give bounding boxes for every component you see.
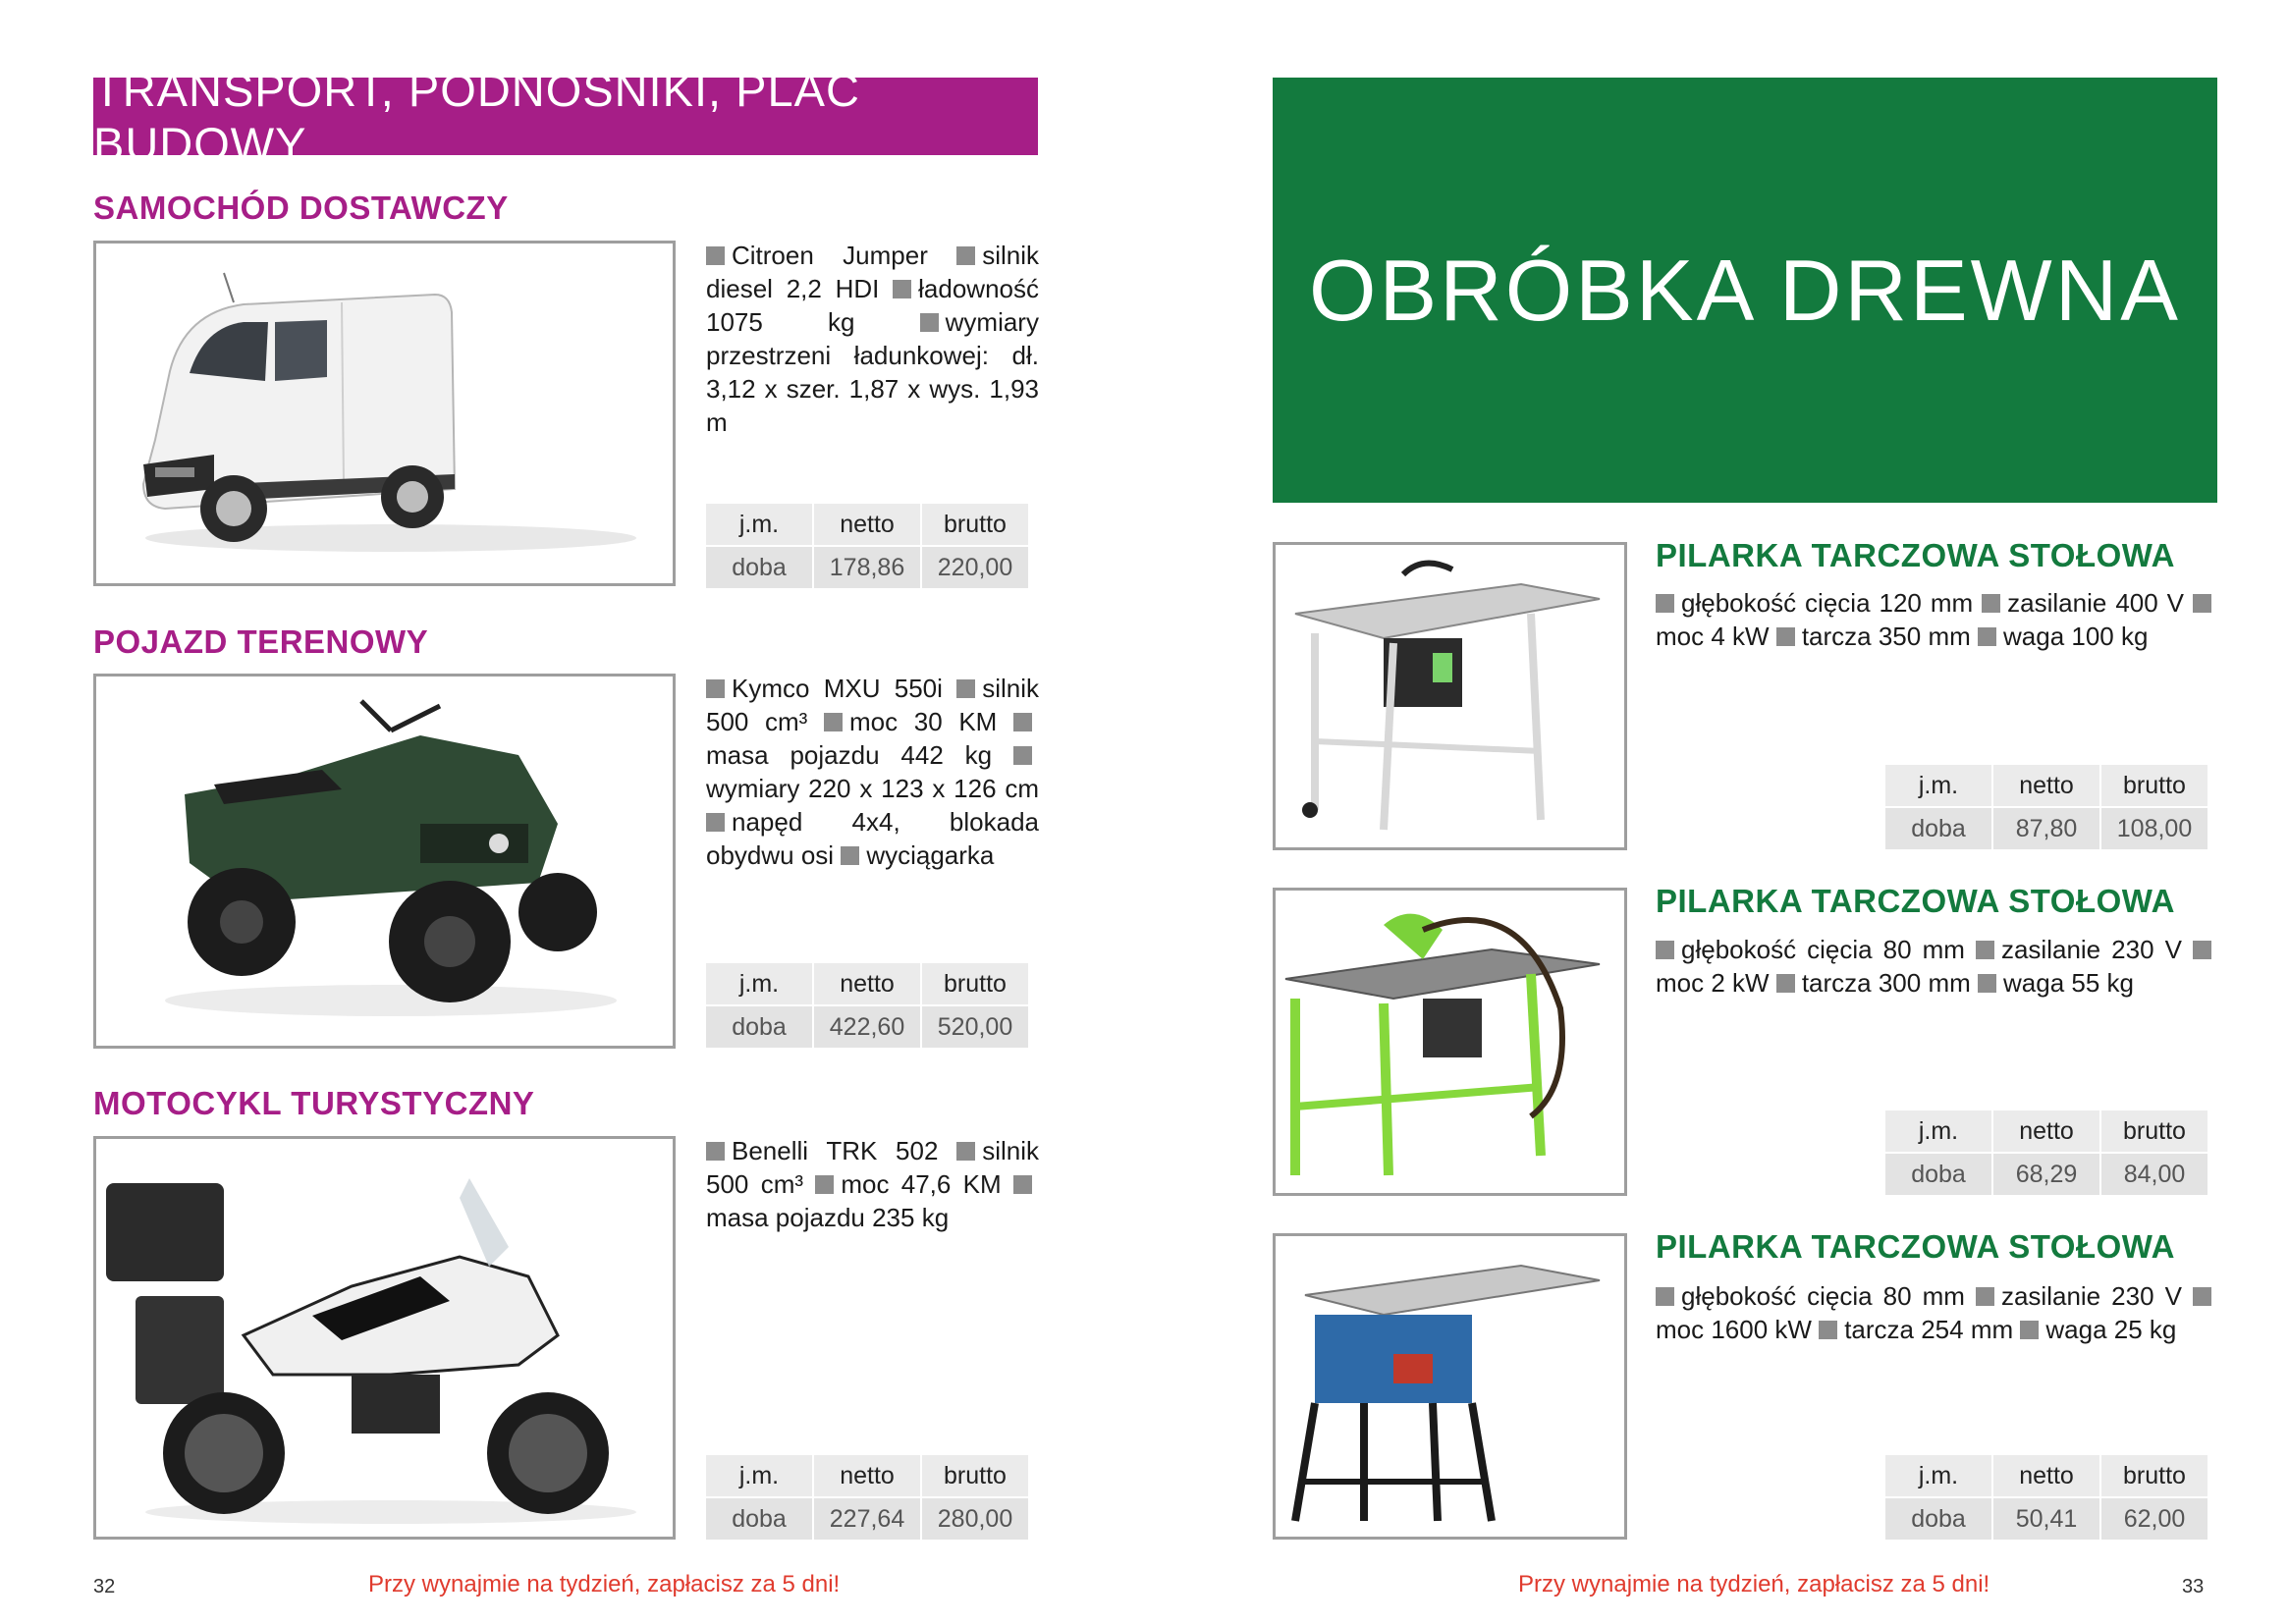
- bullet-square-icon: [2193, 1287, 2211, 1306]
- footer-note-left: Przy wynajmie na tydzień, zapłacisz za 5 dni!: [368, 1571, 841, 1597]
- bullet-square-icon: [956, 1142, 975, 1161]
- spec-item: głębokość cięcia 80 mm: [1681, 1281, 1965, 1311]
- col-brutto-header: brutto: [921, 963, 1028, 1005]
- footer-note-right: Przy wynajmie na tydzień, zapłacisz za 5 dni!: [1518, 1571, 1990, 1597]
- spec-item: tarcza 300 mm: [1801, 968, 1971, 998]
- van-photo: [93, 241, 676, 586]
- bullet-square-icon: [706, 1142, 725, 1161]
- product-title-saw-1: PILARKA TARCZOWA STOŁOWA: [1656, 537, 2175, 573]
- table-saw-2-image: [1276, 891, 1624, 1193]
- price-table-motorcycle: [706, 1455, 1028, 1540]
- price-netto: 422,60: [813, 1005, 921, 1048]
- bullet-square-icon: [1976, 941, 1994, 959]
- spec-item: moc 30 KM: [849, 707, 998, 736]
- table-saw-1-image: [1276, 545, 1624, 847]
- bullet-square-icon: [1976, 1287, 1994, 1306]
- product-title-motorcycle: MOTOCYKL TURYSTYCZNY: [93, 1085, 535, 1121]
- bullet-square-icon: [841, 846, 859, 865]
- col-brutto-header: brutto: [2100, 1110, 2207, 1153]
- bullet-square-icon: [706, 813, 725, 832]
- motorcycle-photo: [93, 1136, 676, 1540]
- table-saw-1-photo: [1273, 542, 1627, 850]
- spec-item: masa pojazdu 442 kg: [706, 740, 993, 770]
- saw-2-description: [1656, 933, 2218, 1000]
- motorcycle-image: [96, 1139, 673, 1537]
- col-brutto-header: brutto: [2100, 765, 2207, 807]
- col-netto-header: netto: [1992, 1110, 2100, 1153]
- col-netto-header: netto: [1992, 1455, 2100, 1497]
- col-unit-header: j.m.: [1885, 765, 1992, 807]
- table-saw-3-photo: [1273, 1233, 1627, 1540]
- price-netto: 178,86: [813, 546, 921, 588]
- bullet-square-icon: [1013, 746, 1032, 765]
- spec-item: Benelli TRK 502: [732, 1136, 939, 1165]
- atv-photo: [93, 674, 676, 1049]
- col-unit-header: j.m.: [1885, 1110, 1992, 1153]
- price-brutto: 62,00: [2100, 1497, 2207, 1540]
- col-unit-header: j.m.: [1885, 1455, 1992, 1497]
- bullet-square-icon: [1656, 594, 1674, 613]
- price-netto: 68,29: [1992, 1153, 2100, 1195]
- spec-item: zasilanie 400 V: [2007, 588, 2185, 618]
- bullet-square-icon: [893, 280, 911, 298]
- section-banner-transport: TRANSPORT, PODNOŚNIKI, PLAC BUDOWY: [93, 78, 1038, 155]
- motorcycle-description: [706, 1134, 1039, 1234]
- spec-item: Citroen Jumper: [732, 241, 928, 270]
- col-brutto-header: brutto: [921, 504, 1028, 546]
- van-image: [96, 244, 673, 583]
- price-table-saw-1: [1885, 765, 2207, 849]
- price-brutto: 84,00: [2100, 1153, 2207, 1195]
- atv-image: [96, 677, 673, 1046]
- spec-item: głębokość cięcia 80 mm: [1681, 935, 1965, 964]
- spec-item: silnik 500 cm³: [706, 674, 1039, 736]
- spec-item: masa pojazdu 235 kg: [706, 1203, 950, 1232]
- saw-3-description: [1656, 1279, 2218, 1346]
- price-unit: doba: [1885, 1497, 1992, 1540]
- bullet-square-icon: [1013, 713, 1032, 731]
- section-banner-woodworking: OBRÓBKA DREWNA: [1273, 78, 2217, 503]
- spec-item: tarcza 350 mm: [1801, 622, 1971, 651]
- spec-item: moc 4 kW: [1656, 622, 1770, 651]
- bullet-square-icon: [1978, 627, 1996, 646]
- spec-item: silnik diesel 2,2 HDI: [706, 241, 1039, 303]
- spec-item: moc 47,6 KM: [841, 1169, 1002, 1199]
- col-unit-header: j.m.: [706, 1455, 813, 1497]
- bullet-square-icon: [920, 313, 939, 332]
- price-brutto: 220,00: [921, 546, 1028, 588]
- spec-item: ładowność 1075 kg: [706, 274, 1039, 337]
- col-unit-header: j.m.: [706, 963, 813, 1005]
- price-brutto: 280,00: [921, 1497, 1028, 1540]
- price-unit: doba: [706, 1005, 813, 1048]
- atv-description: [706, 672, 1039, 872]
- saw-1-description: [1656, 586, 2218, 653]
- bullet-square-icon: [2193, 594, 2211, 613]
- spec-item: wyciągarka: [866, 840, 995, 870]
- col-brutto-header: brutto: [921, 1455, 1028, 1497]
- col-brutto-header: brutto: [2100, 1455, 2207, 1497]
- spec-item: waga 25 kg: [2045, 1315, 2177, 1344]
- bullet-square-icon: [2193, 941, 2211, 959]
- bullet-square-icon: [1982, 594, 2000, 613]
- col-netto-header: netto: [1992, 765, 2100, 807]
- bullet-square-icon: [1013, 1175, 1032, 1194]
- bullet-square-icon: [824, 713, 843, 731]
- bullet-square-icon: [1656, 1287, 1674, 1306]
- price-table-van: [706, 504, 1028, 588]
- table-saw-3-image: [1276, 1236, 1624, 1537]
- product-title-van: SAMOCHÓD DOSTAWCZY: [93, 189, 509, 226]
- col-netto-header: netto: [813, 1455, 921, 1497]
- table-saw-2-photo: [1273, 888, 1627, 1196]
- col-netto-header: netto: [813, 504, 921, 546]
- spec-item: moc 1600 kW: [1656, 1315, 1812, 1344]
- spec-item: tarcza 254 mm: [1844, 1315, 2014, 1344]
- bullet-square-icon: [956, 246, 975, 265]
- spec-item: waga 55 kg: [2003, 968, 2134, 998]
- bullet-square-icon: [956, 679, 975, 698]
- spec-item: moc 2 kW: [1656, 968, 1770, 998]
- price-table-saw-3: [1885, 1455, 2207, 1540]
- price-brutto: 520,00: [921, 1005, 1028, 1048]
- spec-item: wymiary przestrzeni ładunkowej: dł. 3,12 x szer. 1,87 x wys. 1,93 m: [706, 307, 1039, 437]
- van-description: [706, 239, 1039, 439]
- bullet-square-icon: [1656, 941, 1674, 959]
- spec-item: Kymco MXU 550i: [732, 674, 943, 703]
- price-netto: 50,41: [1992, 1497, 2100, 1540]
- product-title-atv: POJAZD TERENOWY: [93, 623, 429, 660]
- price-table-atv: [706, 963, 1028, 1048]
- price-netto: 87,80: [1992, 807, 2100, 849]
- product-title-saw-2: PILARKA TARCZOWA STOŁOWA: [1656, 883, 2175, 919]
- bullet-square-icon: [706, 246, 725, 265]
- page-number-right: 33: [2182, 1576, 2205, 1597]
- bullet-square-icon: [815, 1175, 834, 1194]
- spec-item: silnik 500 cm³: [706, 1136, 1039, 1199]
- col-unit-header: j.m.: [706, 504, 813, 546]
- bullet-square-icon: [1776, 974, 1795, 993]
- spec-item: wymiary 220 x 123 x 126 cm: [706, 774, 1039, 803]
- spec-item: napęd 4x4, blokada obydwu osi: [706, 807, 1039, 870]
- spec-item: zasilanie 230 V: [2000, 935, 2182, 964]
- page-number-left: 32: [93, 1576, 116, 1597]
- bullet-square-icon: [1819, 1321, 1837, 1339]
- product-title-saw-3: PILARKA TARCZOWA STOŁOWA: [1656, 1228, 2175, 1265]
- price-brutto: 108,00: [2100, 807, 2207, 849]
- price-unit: doba: [1885, 1153, 1992, 1195]
- price-unit: doba: [1885, 807, 1992, 849]
- price-unit: doba: [706, 1497, 813, 1540]
- bullet-square-icon: [2020, 1321, 2039, 1339]
- spec-item: waga 100 kg: [2003, 622, 2149, 651]
- price-unit: doba: [706, 546, 813, 588]
- price-netto: 227,64: [813, 1497, 921, 1540]
- bullet-square-icon: [1776, 627, 1795, 646]
- bullet-square-icon: [1978, 974, 1996, 993]
- spec-item: zasilanie 230 V: [2000, 1281, 2182, 1311]
- spec-item: głębokość cięcia 120 mm: [1681, 588, 1974, 618]
- price-table-saw-2: [1885, 1110, 2207, 1195]
- bullet-square-icon: [706, 679, 725, 698]
- col-netto-header: netto: [813, 963, 921, 1005]
